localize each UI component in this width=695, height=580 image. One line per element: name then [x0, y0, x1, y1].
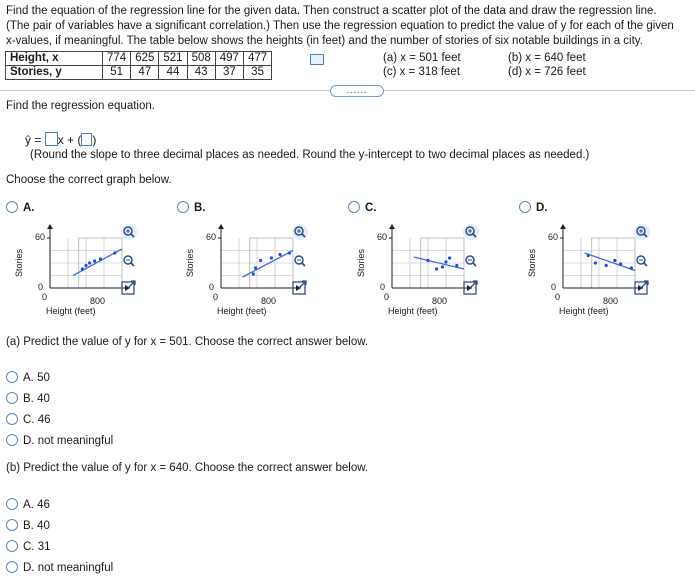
part-b-option-b[interactable]: B. 40	[6, 519, 50, 532]
instructions-line-2: (The pair of variables have a significant correlation.) Then use the regression equation to predict the value of y for each of the given	[6, 20, 674, 32]
data-point	[444, 260, 447, 263]
radio-button[interactable]	[6, 392, 18, 404]
graph-tools[interactable]	[632, 222, 660, 302]
x-zero-label: 0	[42, 292, 48, 302]
graph-option-a[interactable]	[6, 201, 35, 214]
table-cell: 51	[103, 66, 131, 80]
y-axis-arrow	[47, 224, 53, 229]
data-point	[448, 256, 451, 259]
data-point	[270, 256, 273, 259]
table-cell: 774	[103, 52, 131, 66]
y-zero-label: 0	[380, 282, 386, 292]
data-point	[81, 267, 84, 270]
table-cell: 37	[215, 66, 243, 80]
radio-button[interactable]	[6, 498, 18, 510]
data-point	[426, 259, 429, 262]
table-cell: 44	[159, 66, 187, 80]
part-a-question: (a) Predict the value of y for x = 501. Choose the correct answer below.	[6, 336, 369, 348]
radio-button[interactable]	[6, 540, 18, 552]
instructions-line-1: Find the equation of the regression line for the given data. Then construct a scatter plot of the data and draw the regression line.	[6, 5, 657, 17]
data-point	[93, 259, 96, 262]
radio-button[interactable]	[348, 201, 360, 213]
part-b-option-c[interactable]: C. 31	[6, 540, 51, 553]
radio-button[interactable]	[6, 561, 18, 573]
data-point	[619, 262, 622, 265]
data-point	[605, 264, 608, 267]
predict-value-b: (b) x = 640 feet	[508, 52, 586, 64]
predict-value-d: (d) x = 726 feet	[508, 66, 586, 78]
y-axis-arrow	[218, 224, 224, 229]
table-cell: 521	[159, 52, 187, 66]
x-axis-label: Height (feet)	[388, 306, 438, 316]
y-axis-arrow	[560, 224, 566, 229]
instructions-line-3: x-values, if meaningful. The table below shows the heights (in feet) and the number of stories of six notable buildings in a city.	[6, 35, 643, 47]
x-tick-label: 800	[603, 296, 619, 306]
x-axis-label: Height (feet)	[559, 306, 609, 316]
part-a-option-d[interactable]: D. not meaningful	[6, 434, 113, 447]
y-tick-label: 60	[35, 232, 46, 242]
radio-button[interactable]	[6, 201, 18, 213]
part-a-option-b[interactable]: B. 40	[6, 392, 50, 405]
part-a-option-c[interactable]: C. 46	[6, 413, 51, 426]
rounding-note: (Round the slope to three decimal places as needed. Round the y-intercept to two decimal places as needed.)	[30, 149, 590, 161]
graph-tools[interactable]	[461, 222, 489, 302]
y-axis-label: Stories	[14, 248, 24, 277]
radio-button[interactable]	[6, 413, 18, 425]
regression-prompt: Find the regression equation.	[6, 100, 155, 112]
regression-line	[585, 253, 635, 271]
graph-option-d[interactable]	[519, 201, 548, 214]
instructions	[6, 4, 686, 49]
x-tick-label: 800	[90, 296, 106, 306]
zoom-out-icon[interactable]	[644, 263, 647, 266]
graph-prompt: Choose the correct graph below.	[6, 174, 172, 186]
y-zero-label: 0	[209, 282, 215, 292]
table-cell: 35	[243, 66, 271, 80]
data-point	[113, 251, 116, 254]
zoom-out-icon[interactable]	[473, 263, 476, 266]
table-cell: 508	[187, 52, 215, 66]
radio-button[interactable]	[6, 371, 18, 383]
y-axis-label: Stories	[356, 248, 366, 277]
x-zero-label: 0	[555, 292, 561, 302]
y-axis-label: Stories	[527, 248, 537, 277]
predict-value-a: (a) x = 501 feet	[383, 52, 461, 64]
part-a-option-a[interactable]: A. 50	[6, 371, 50, 384]
data-point	[278, 253, 281, 256]
table-cell: 497	[215, 52, 243, 66]
table-cell: 43	[187, 66, 215, 80]
row-label-height: Height, x	[6, 52, 103, 66]
x-zero-label: 0	[384, 292, 390, 302]
y-hat-symbol: ŷ	[25, 133, 31, 147]
data-point	[254, 266, 257, 269]
table-row-height	[6, 52, 272, 66]
part-b-option-a[interactable]: A. 46	[6, 498, 50, 511]
graph-option-label: B.	[194, 202, 206, 214]
data-point	[455, 264, 458, 267]
regression-equation: ŷ = x + ( )	[25, 133, 97, 147]
y-tick-label: 60	[548, 232, 559, 242]
radio-button[interactable]	[519, 201, 531, 213]
y-zero-label: 0	[38, 282, 44, 292]
y-axis-label: Stories	[185, 248, 195, 277]
y-axis-arrow	[389, 224, 395, 229]
x-tick-label: 800	[261, 296, 277, 306]
data-point	[441, 265, 444, 268]
data-point	[613, 259, 616, 262]
y-tick-label: 60	[377, 232, 388, 242]
data-point	[435, 267, 438, 270]
x-zero-label: 0	[213, 292, 219, 302]
copy-table-icon[interactable]	[310, 54, 324, 65]
graph-option-label: A.	[23, 202, 35, 214]
zoom-out-icon[interactable]	[131, 263, 134, 266]
data-point	[594, 261, 597, 264]
x-tick-label: 800	[432, 296, 448, 306]
table-cell: 625	[131, 52, 159, 66]
part-b-question: (b) Predict the value of y for x = 640. Choose the correct answer below.	[6, 462, 369, 474]
data-point	[252, 272, 255, 275]
expand-button[interactable]: ......	[330, 85, 384, 97]
graph-option-label: D.	[536, 202, 548, 214]
x-axis-label: Height (feet)	[217, 306, 267, 316]
zoom-out-icon[interactable]	[302, 263, 305, 266]
y-tick-label: 60	[206, 232, 217, 242]
radio-button[interactable]	[177, 201, 189, 213]
data-point	[88, 261, 91, 264]
data-point	[84, 264, 87, 267]
data-point	[99, 257, 102, 260]
data-point	[587, 254, 590, 257]
data-point	[259, 259, 262, 262]
table-cell: 477	[243, 52, 271, 66]
predict-value-c: (c) x = 318 feet	[383, 66, 461, 78]
table-cell: 47	[131, 66, 159, 80]
graph-option-b[interactable]	[177, 201, 206, 214]
data-table	[5, 51, 272, 80]
x-axis-label: Height (feet)	[46, 306, 96, 316]
graph-tools[interactable]	[290, 222, 318, 302]
radio-button[interactable]	[6, 434, 18, 446]
row-label-stories: Stories, y	[6, 66, 103, 80]
graph-option-label: C.	[365, 202, 377, 214]
y-zero-label: 0	[551, 282, 557, 292]
table-row-stories	[6, 66, 272, 80]
graph-tools[interactable]	[119, 222, 147, 302]
slope-input[interactable]	[45, 132, 58, 146]
intercept-input[interactable]	[81, 133, 92, 146]
part-b-option-d[interactable]: D. not meaningful	[6, 561, 113, 574]
graph-option-c[interactable]	[348, 201, 377, 214]
radio-button[interactable]	[6, 519, 18, 531]
regression-line	[243, 251, 293, 278]
